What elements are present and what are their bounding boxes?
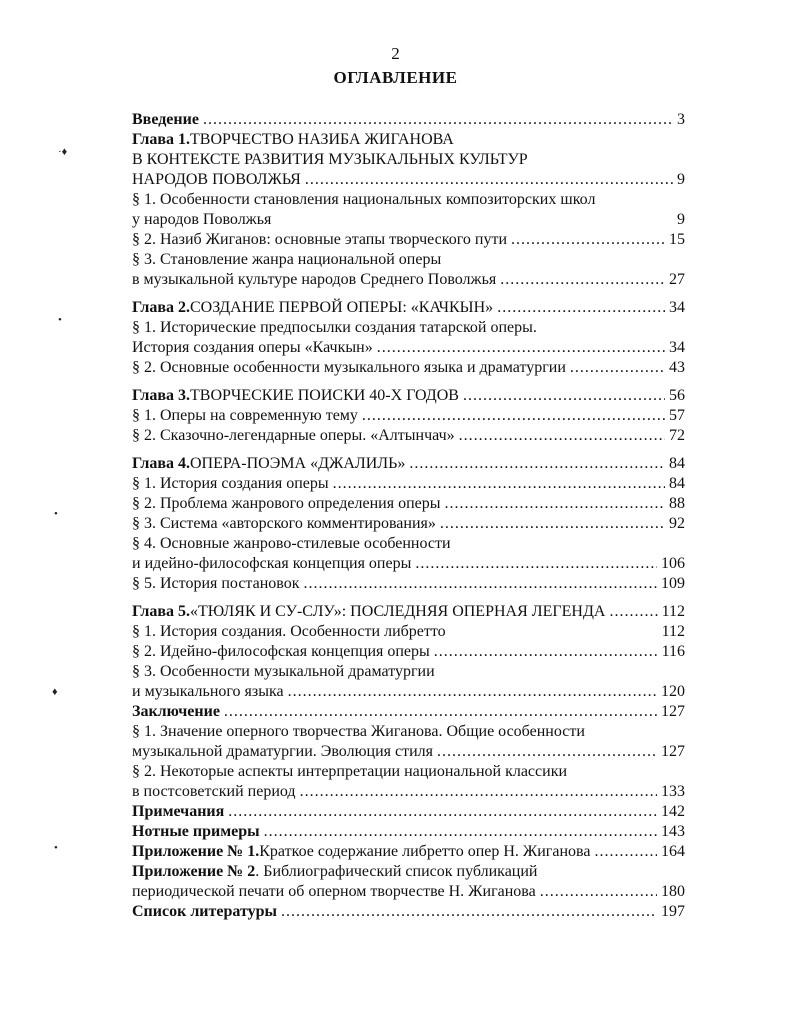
toc-entry-title: § 2. Проблема жанрового определения оперы: [132, 495, 441, 512]
toc-entry-title: и идейно-философская концепция оперы: [132, 555, 412, 572]
toc-entry-title: в музыкальной культуре народов Среднего Поволжья: [132, 271, 497, 288]
toc-leader-dots: [415, 554, 657, 574]
toc-leader-dots: [434, 642, 658, 662]
toc-entry: [132, 230, 685, 250]
toc-entry: [132, 190, 685, 210]
toc-entry-title: у народов Поволжья: [132, 211, 272, 228]
toc-leader-dots: [377, 338, 665, 358]
toc-entry-title: музыкальной драматургии. Эволюция стиля: [132, 743, 434, 760]
toc-leader-dots: [228, 802, 657, 822]
toc-leader-dots: [224, 702, 657, 722]
toc-page-number: 34: [669, 339, 685, 356]
toc-entry-title: и музыкального языка: [132, 683, 284, 700]
toc-leader-dots: [440, 514, 665, 534]
toc-entry-title: «ТЮЛЯК И СУ-СЛУ»: ПОСЛЕДНЯЯ ОПЕРНАЯ ЛЕГЕНДА: [190, 603, 606, 620]
toc-leader-dots: [333, 474, 665, 494]
toc-entry: [132, 822, 685, 842]
toc-entry: [132, 406, 685, 426]
toc-page-number: 92: [669, 515, 685, 532]
toc-page-number: 109: [661, 575, 685, 592]
toc-entry: [132, 250, 685, 270]
toc-leader-dots: [497, 298, 665, 318]
toc-leader-dots: [409, 454, 665, 474]
toc-leader-dots: [288, 682, 657, 702]
toc-leader-dots: [540, 882, 657, 902]
toc-page-number: 84: [669, 475, 685, 492]
toc-entry: [132, 534, 685, 554]
toc-entry: [132, 454, 685, 474]
toc-entry-text: § 1. Значение оперного творчества Жиганова. Общие особенности: [132, 723, 585, 740]
page-title: ОГЛАВЛЕНИЕ: [333, 68, 458, 87]
toc-page-number: 3: [677, 111, 685, 128]
toc-page-number: 133: [661, 783, 685, 800]
toc-entry-title: в постсоветский период: [132, 783, 296, 800]
toc-leader-dots: [305, 170, 673, 190]
toc-entry-title: Нотные примеры: [132, 823, 260, 840]
margin-mark: ♦: [52, 686, 58, 698]
toc-page-number: 56: [669, 387, 685, 404]
toc-entry: [132, 802, 685, 822]
toc-page-number: 43: [669, 359, 685, 376]
toc-entry-title: § 2. Идейно-философская концепция оперы: [132, 643, 430, 660]
toc-entry: [132, 338, 685, 358]
toc-chapter-label: Глава 2.: [132, 299, 190, 316]
toc-page-number: 15: [669, 231, 685, 248]
toc-page-number: 27: [669, 271, 685, 288]
toc-page-number: 127: [661, 743, 685, 760]
toc-chapter-label: Приложение № 1.: [132, 843, 260, 860]
toc-entry: [132, 150, 685, 170]
toc-entry: [132, 514, 685, 534]
toc-leader-dots: [570, 358, 665, 378]
toc-page-number: 9: [677, 171, 685, 188]
toc-entry-title: § 2. Основные особенности музыкального языка и драматургии: [132, 359, 566, 376]
margin-mark: •: [54, 842, 58, 854]
toc-entry: [132, 842, 685, 862]
toc-gap: [132, 446, 685, 454]
toc-leader-dots: [362, 406, 665, 426]
toc-leader-dots: [500, 270, 665, 290]
toc-entry-title: Краткое содержание либретто опер Н. Жиганова: [259, 843, 591, 860]
toc-leader-dots: [594, 842, 657, 862]
toc-entry: [132, 130, 685, 150]
toc-page-number: 72: [669, 427, 685, 444]
toc-leader-dots: [203, 110, 673, 130]
toc-page-number: 84: [669, 455, 685, 472]
toc-entry-text: . Библиографический список публикаций: [255, 863, 538, 880]
toc-entry-title: Примечания: [132, 803, 225, 820]
toc-entry-title: ТВОРЧЕСКИЕ ПОИСКИ 40-Х ГОДОВ: [190, 387, 459, 404]
toc-leader-dots: [304, 574, 658, 594]
toc-page-number: 127: [661, 703, 685, 720]
toc-entry-title: НАРОДОВ ПОВОЛЖЬЯ: [132, 171, 301, 188]
toc-entry-title: § 5. История постановок: [132, 575, 300, 592]
toc-entry: [132, 902, 685, 922]
toc-entry-title: История создания оперы «Качкын»: [132, 339, 373, 356]
toc-entry-text: § 1. Исторические предпосылки создания татарской оперы.: [132, 319, 537, 336]
toc-entry-text: § 3. Становление жанра национальной оперы: [132, 251, 442, 268]
toc-page-number: 9: [677, 211, 685, 228]
toc-entry: [132, 474, 685, 494]
toc-page-number: 180: [661, 883, 685, 900]
margin-mark: •: [54, 508, 58, 520]
toc-entry: [132, 742, 685, 762]
toc-chapter-label: Глава 4.: [132, 455, 190, 472]
toc-leader-dots: [609, 602, 657, 622]
toc-entry: [132, 702, 685, 722]
toc-page-number: 57: [669, 407, 685, 424]
toc-page-number: 143: [661, 823, 685, 840]
toc-entry-title: Список литературы: [132, 903, 277, 920]
toc-entry-title: ТВОРЧЕСТВО НАЗИБА ЖИГАНОВА: [190, 131, 454, 148]
toc-entry-text: § 3. Особенности музыкальной драматургии: [132, 663, 435, 680]
toc-entry: [132, 554, 685, 574]
toc-entry-title: Заключение: [132, 703, 220, 720]
toc-entry: [132, 602, 685, 622]
toc-entry: [132, 662, 685, 682]
toc-page-number: 112: [661, 623, 685, 640]
toc-entry-title: § 1. История создания. Особенности либретто: [132, 623, 446, 640]
toc-entry: [132, 270, 685, 290]
toc-entry: [132, 110, 685, 130]
toc-leader-dots: [281, 902, 657, 922]
toc-leader-dots: [511, 230, 665, 250]
toc-entry: [132, 210, 685, 230]
toc-gap: [132, 378, 685, 386]
toc-entry: [132, 882, 685, 902]
margin-mark: ·♦: [58, 146, 68, 158]
toc-page-number: 34: [669, 299, 685, 316]
toc-page-number: 106: [661, 555, 685, 572]
toc-entry: [132, 494, 685, 514]
toc-chapter-label: Приложение № 2: [132, 863, 256, 880]
toc-entry-title: § 1. Оперы на современную тему: [132, 407, 358, 424]
toc-entry-title: § 2. Назиб Жиганов: основные этапы творческого пути: [132, 231, 508, 248]
toc-chapter-label: Глава 1.: [132, 131, 190, 148]
toc-gap: [132, 290, 685, 298]
toc-entry-title: периодической печати об оперном творчестве Н. Жиганова: [132, 883, 536, 900]
toc-page-number: 112: [661, 603, 685, 620]
toc-entry-text: § 4. Основные жанрово-стилевые особенности: [132, 535, 451, 552]
toc-leader-dots: [445, 494, 665, 514]
toc-entry: [132, 722, 685, 742]
toc-entry-title: § 3. Система «авторского комментирования»: [132, 515, 436, 532]
toc-entry: [132, 642, 685, 662]
table-of-contents: [132, 110, 685, 922]
toc-page-number: 142: [661, 803, 685, 820]
toc-entry-text: В КОНТЕКСТЕ РАЗВИТИЯ МУЗЫКАЛЬНЫХ КУЛЬТУР: [132, 151, 528, 168]
toc-entry-title: § 1. История создания оперы: [132, 475, 329, 492]
toc-entry: [132, 298, 685, 318]
margin-mark: •: [58, 314, 62, 326]
toc-entry: [132, 386, 685, 406]
toc-page-number: 164: [661, 843, 685, 860]
toc-entry: [132, 358, 685, 378]
toc-entry-title: Введение: [132, 111, 199, 128]
toc-leader-dots: [437, 742, 657, 762]
toc-entry-title: СОЗДАНИЕ ПЕРВОЙ ОПЕРЫ: «КАЧКЫН»: [190, 299, 494, 316]
toc-entry-title: § 2. Сказочно-легендарные оперы. «Алтынчач»: [132, 427, 455, 444]
toc-chapter-label: Глава 3.: [132, 387, 190, 404]
toc-leader-dots: [264, 822, 657, 842]
toc-leader-dots: [300, 782, 657, 802]
toc-entry: [132, 170, 685, 190]
toc-entry-text: § 1. Особенности становления национальных композиторских школ: [132, 191, 596, 208]
toc-entry: [132, 574, 685, 594]
toc-entry: [132, 762, 685, 782]
toc-entry-title: ОПЕРА-ПОЭМА «ДЖАЛИЛЬ»: [190, 455, 406, 472]
toc-entry: [132, 426, 685, 446]
toc-leader-dots: [463, 386, 665, 406]
toc-chapter-label: Глава 5.: [132, 603, 190, 620]
toc-entry-text: § 2. Некоторые аспекты интерпретации национальной классики: [132, 763, 568, 780]
toc-entry: [132, 862, 685, 882]
toc-page-number: 116: [661, 643, 685, 660]
toc-entry: [132, 318, 685, 338]
toc-page-number: 197: [661, 903, 685, 920]
page-number: 2: [391, 44, 400, 63]
toc-gap: [132, 594, 685, 602]
toc-entry: [132, 782, 685, 802]
toc-entry: [132, 682, 685, 702]
toc-entry: [132, 622, 685, 642]
toc-page-number: 88: [669, 495, 685, 512]
toc-leader-dots: [459, 426, 665, 446]
toc-page-number: 120: [661, 683, 685, 700]
